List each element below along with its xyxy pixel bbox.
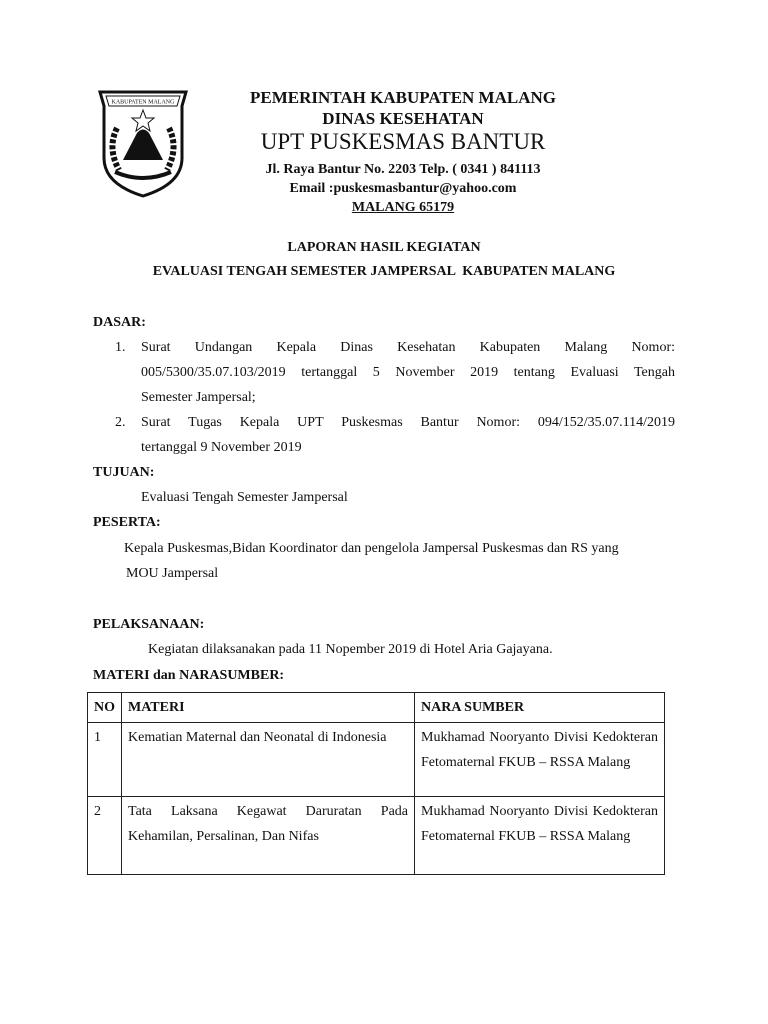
letterhead-address: Jl. Raya Bantur No. 2203 Telp. ( 0341 ) 841113 bbox=[265, 162, 541, 177]
pelaksanaan-text: Kegiatan dilaksanakan pada 11 Nopember 2019 di Hotel Aria Gajayana. bbox=[148, 642, 553, 657]
row-materi: Tata Laksana Kegawat Daruratan Pada Kehamilan, Persalinan, Dan Nifas bbox=[122, 797, 415, 875]
letterhead-agency: DINAS KESEHATAN bbox=[322, 109, 484, 128]
letterhead-city: MALANG 65179 bbox=[351, 200, 455, 215]
dasar-item-2-line: tertanggal 9 November 2019 bbox=[141, 440, 302, 455]
peserta-line: Kepala Puskesmas,Bidan Koordinator dan pengelola Jampersal Puskesmas dan RS yang bbox=[124, 541, 619, 556]
report-title: LAPORAN HASIL KEGIATAN bbox=[287, 240, 481, 255]
tujuan-heading: TUJUAN: bbox=[93, 465, 155, 480]
table-row bbox=[88, 723, 665, 797]
table-header-row bbox=[88, 693, 665, 723]
dasar-item-1-line: Surat Undangan Kepala Dinas Kesehatan Kabupaten Malang Nomor: bbox=[141, 340, 675, 355]
svg-text:KABUPATEN MALANG: KABUPATEN MALANG bbox=[111, 99, 175, 106]
dasar-item-2-line: Surat Tugas Kepala UPT Puskesmas Bantur Nomor: 094/152/35.07.114/2019 bbox=[141, 415, 675, 430]
peserta-heading: PESERTA: bbox=[93, 515, 161, 530]
letterhead-office: UPT PUSKESMAS BANTUR bbox=[260, 129, 546, 154]
column-header-nara-sumber: NARA SUMBER bbox=[415, 693, 665, 723]
letterhead-email: Email :puskesmasbantur@yahoo.com bbox=[289, 181, 517, 196]
report-subtitle: EVALUASI TENGAH SEMESTER JAMPERSAL KABUPATEN MALANG bbox=[152, 264, 616, 279]
logo bbox=[97, 88, 189, 200]
pelaksanaan-heading: PELAKSANAAN: bbox=[93, 617, 205, 632]
dasar-item-1-number: 1. bbox=[115, 340, 126, 355]
row-materi: Kematian Maternal dan Neonatal di Indonesia bbox=[122, 723, 415, 797]
materi-table bbox=[87, 692, 665, 875]
materi-heading: MATERI dan NARASUMBER: bbox=[93, 668, 285, 683]
dasar-item-1-line: 005/5300/35.07.103/2019 tertanggal 5 November 2019 tentang Evaluasi Tengah bbox=[141, 365, 675, 380]
letterhead-government: PEMERINTAH KABUPATEN MALANG bbox=[250, 88, 556, 107]
dasar-heading: DASAR: bbox=[93, 315, 146, 330]
column-header-materi: MATERI bbox=[122, 693, 415, 723]
dasar-item-2-number: 2. bbox=[115, 415, 126, 430]
row-nara-sumber: Mukhamad Nooryanto Divisi Kedokteran Fetomaternal FKUB – RSSA Malang bbox=[415, 797, 665, 875]
tujuan-text: Evaluasi Tengah Semester Jampersal bbox=[141, 490, 348, 505]
peserta-line: MOU Jampersal bbox=[126, 566, 219, 581]
row-no: 1 bbox=[88, 723, 122, 797]
column-header-no: NO bbox=[88, 693, 122, 723]
dasar-item-1-line: Semester Jampersal; bbox=[141, 390, 256, 405]
row-no: 2 bbox=[88, 797, 122, 875]
row-nara-sumber: Mukhamad Nooryanto Divisi Kedokteran Fetomaternal FKUB – RSSA Malang bbox=[415, 723, 665, 797]
table-row bbox=[88, 797, 665, 875]
